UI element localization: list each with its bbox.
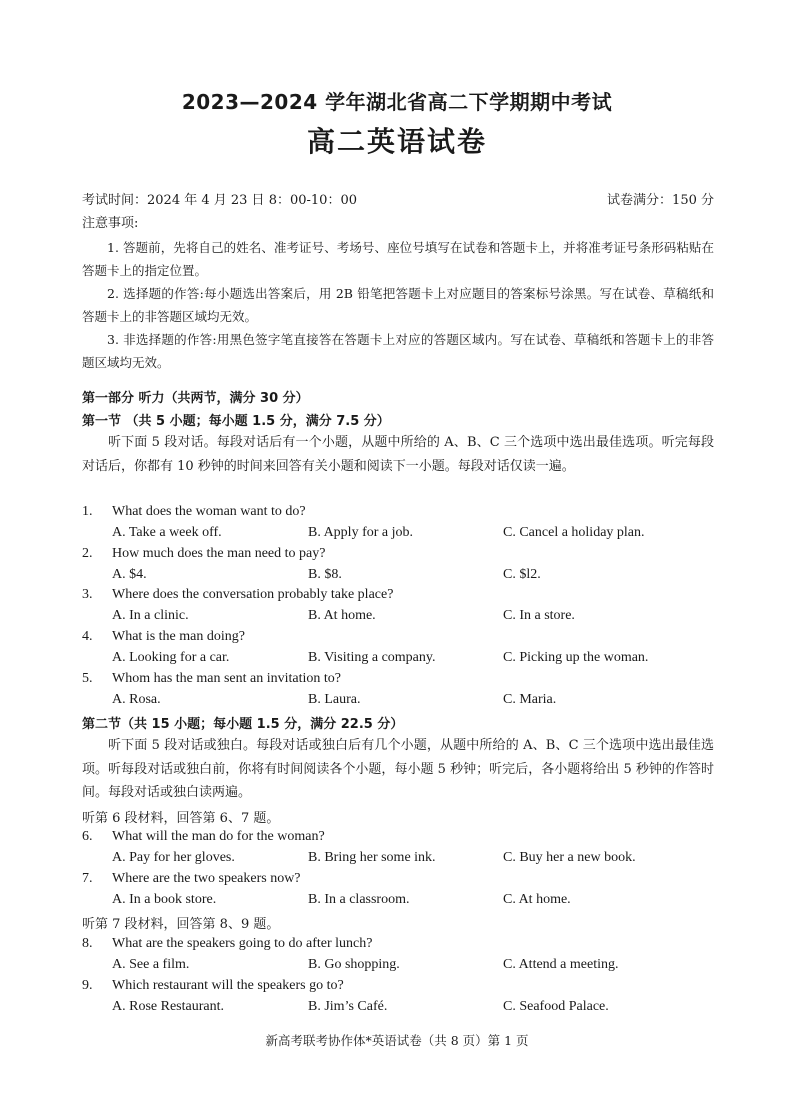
full-score: 试卷满分：150 分 (607, 193, 714, 208)
question-item (82, 829, 714, 849)
page-footer: 新高考联考协作体*英语试卷（共 8 页）第 1 页 (265, 1033, 529, 1048)
question-item (82, 504, 714, 524)
option-c: C. Picking up the woman. (503, 650, 649, 665)
question-options (82, 525, 714, 545)
exam-time: 考试时间：2024 年 4 月 23 日 8：00-10：00 (82, 193, 357, 208)
question-number: 7. (82, 871, 93, 886)
question-number: 4. (82, 629, 93, 644)
question-item (82, 671, 714, 691)
question-options (82, 999, 714, 1019)
option-a: A. $4. (112, 567, 147, 582)
notice-item: 3. 非选择题的作答:用黑色签字笔直接答在答题卡上对应的答题区域内。写在试卷、草稿纸和答题卡上的非答题区域均无效。 (82, 332, 714, 370)
question-number: 6. (82, 829, 93, 844)
question-text: What will the man do for the woman? (112, 829, 325, 844)
question-number: 8. (82, 936, 93, 951)
question-text: Where are the two speakers now? (112, 871, 301, 886)
section1-instructions: 听下面 5 段对话。每段对话后有一个小题，从题中所给的 A、B、C 三个选项中选出最佳选项。听完每段对话后，你都有 10 秒钟的时间来回答有关小题和阅读下一小题。每段对话仅读一遍。 (82, 435, 714, 474)
question-options (82, 692, 714, 712)
option-c: C. Cancel a holiday plan. (503, 525, 645, 540)
option-a: A. Rose Restaurant. (112, 999, 224, 1014)
question-text: Which restaurant will the speakers go to? (112, 978, 344, 993)
option-a: A. Rosa. (112, 692, 161, 707)
exam-meta-row (82, 189, 714, 209)
question-item (82, 978, 714, 998)
option-a: A. In a book store. (112, 892, 217, 907)
option-b: B. Laura. (308, 692, 361, 707)
question-number: 3. (82, 587, 93, 602)
option-c: C. Maria. (503, 692, 557, 707)
section2-instructions: 听下面 5 段对话或独白。每段对话或独白后有几个小题，从题中所给的 A、B、C 三个选项中选出最佳选项。听每段对话或独白前，你将有时间阅读各个小题，每小题 5 秒钟；听完后，各小题将给出 5 秒钟的作答时间。每段对话或独白读两遍。 (82, 738, 714, 800)
option-c: C. Attend a meeting. (503, 957, 619, 972)
question-item (82, 587, 714, 607)
question-text: What are the speakers going to do after lunch? (112, 936, 373, 951)
option-b: B. In a classroom. (308, 892, 410, 907)
question-options (82, 608, 714, 628)
section2-heading: 第二节（共 15 小题；每小题 1.5 分，满分 22.5 分） (82, 717, 404, 732)
notice-item: 2. 选择题的作答:每小题选出答案后，用 2B 铅笔把答题卡上对应题目的答案标号涂黑。写在试卷、草稿纸和答题卡上的非答题区域均无效。 (82, 286, 714, 324)
option-c: C. At home. (503, 892, 571, 907)
option-a: A. See a film. (112, 957, 190, 972)
option-b: B. Go shopping. (308, 957, 400, 972)
question-text: Where does the conversation probably take place? (112, 587, 394, 602)
option-b: B. $8. (308, 567, 342, 582)
option-b: B. Visiting a company. (308, 650, 436, 665)
question-options (82, 650, 714, 670)
exam-title: 2023—2024 学年湖北省高二下学期期中考试 (181, 90, 613, 114)
question-options (82, 850, 714, 870)
option-a: A. Looking for a car. (112, 650, 230, 665)
notice-item: 1. 答题前，先将自己的姓名、准考证号、考场号、座位号填写在试卷和答题卡上，并将准考证号条形码粘贴在答题卡上的指定位置。 (82, 240, 714, 278)
material-6-label: 听第 6 段材料，回答第 6、7 题。 (82, 811, 280, 826)
question-text: What is the man doing? (112, 629, 245, 644)
question-text: How much does the man need to pay? (112, 546, 326, 561)
option-b: B. Jim’s Café. (308, 999, 388, 1014)
option-b: B. Bring her some ink. (308, 850, 436, 865)
question-options (82, 892, 714, 912)
option-a: A. In a clinic. (112, 608, 189, 623)
question-text: What does the woman want to do? (112, 504, 306, 519)
option-c: C. Seafood Palace. (503, 999, 609, 1014)
option-b: B. At home. (308, 608, 376, 623)
question-item (82, 871, 714, 891)
material-7-label: 听第 7 段材料，回答第 8、9 题。 (82, 917, 280, 932)
option-c: C. Buy her a new book. (503, 850, 636, 865)
question-number: 1. (82, 504, 93, 519)
exam-subtitle: 高二英语试卷 (306, 125, 487, 158)
question-item (82, 546, 714, 566)
question-item (82, 629, 714, 649)
option-b: B. Apply for a job. (308, 525, 413, 540)
option-a: A. Take a week off. (112, 525, 222, 540)
part1-heading: 第一部分 听力（共两节，满分 30 分） (82, 391, 309, 406)
option-a: A. Pay for her gloves. (112, 850, 235, 865)
notice-heading: 注意事项: (82, 216, 139, 231)
question-text: Whom has the man sent an invitation to? (112, 671, 342, 686)
question-number: 2. (82, 546, 93, 561)
question-number: 9. (82, 978, 93, 993)
question-number: 5. (82, 671, 93, 686)
question-options (82, 567, 714, 587)
option-c: C. $l2. (503, 567, 541, 582)
question-options (82, 957, 714, 977)
option-c: C. In a store. (503, 608, 575, 623)
section1-heading: 第一节 （共 5 小题；每小题 1.5 分，满分 7.5 分） (82, 414, 390, 429)
question-item (82, 936, 714, 956)
